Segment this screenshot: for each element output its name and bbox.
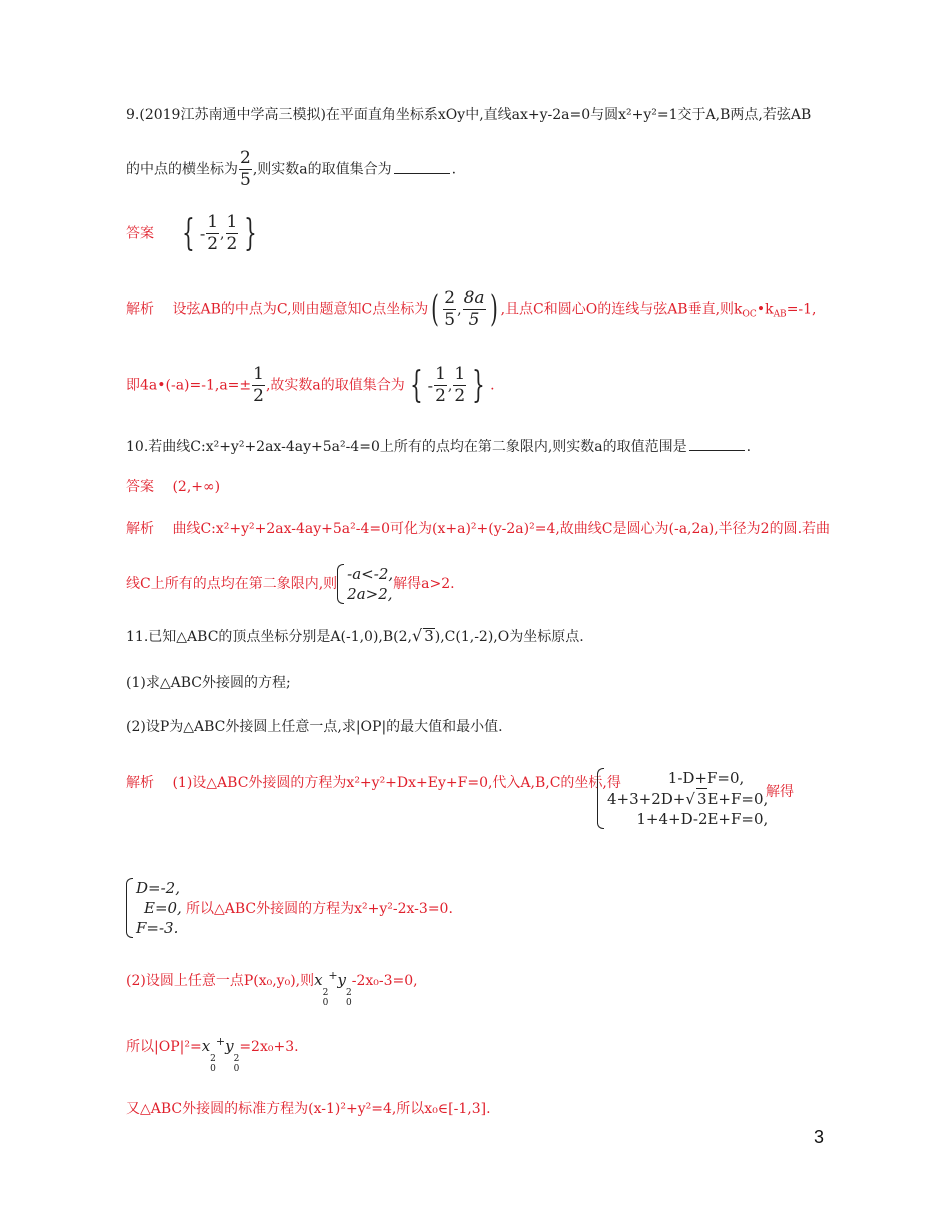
- q10-solution-line1: [126, 522, 830, 536]
- q11-line1-pre: 11.已知△ABC的顶点坐标分别是A(-1,0),B(2,: [126, 629, 412, 645]
- q9-solution-line2: [126, 366, 495, 405]
- q11-sol3-math: [314, 969, 352, 1008]
- q9-sol-label: 解析: [126, 301, 154, 318]
- q10-inequality-system: [337, 564, 393, 604]
- q9-sol1-d1: 5: [444, 310, 456, 330]
- q11-solution-line1: [126, 776, 621, 790]
- q11-eq2-pre: 4+3+2D+: [607, 790, 686, 808]
- right-brace-icon: }: [472, 364, 485, 406]
- q11-sol3-post: -2x₀-3=0,: [351, 973, 418, 989]
- q9-ans-sign: -: [199, 223, 206, 243]
- q10-sys-row1: -a<-2,: [347, 565, 394, 583]
- q11-x-sub: 0: [322, 998, 329, 1008]
- q9-sol2-d1: 2: [435, 386, 446, 406]
- q11-line1-post: ),C(1,-2),O为坐标原点.: [434, 629, 584, 645]
- q9-line2-pre: 的中点的横坐标为: [126, 161, 238, 178]
- q9-ans-frac2: [226, 214, 239, 253]
- q9-sol1-dot: •k: [756, 301, 774, 318]
- q9-answer-set: [177, 214, 262, 253]
- q11-res3: F=-3.: [136, 919, 179, 937]
- q11-sol4-post: =2x₀+3.: [239, 1039, 299, 1055]
- left-brace-icon: [337, 564, 344, 604]
- right-paren-icon: ): [489, 288, 498, 330]
- q11-x-sup: 2: [322, 988, 329, 998]
- q11-plus: +: [328, 969, 338, 982]
- q11-eq2-post: E+F=0,: [707, 790, 769, 808]
- q9-ans-comma: ,: [220, 225, 225, 242]
- q11-part2: (2)设P为△ABC外接圆上任意一点,求|OP|的最大值和最小值.: [126, 719, 503, 735]
- q9-sol2-pre: 即4a•(-a)=-1,a=±: [126, 377, 252, 394]
- q11-res2: E=0,: [144, 899, 182, 917]
- q11-x-sub: 0: [210, 1064, 216, 1074]
- q11-plus: +: [215, 1035, 226, 1048]
- q10-line1-text: 10.若曲线C:x²+y²+2ax-4ay+5a²-4=0上所有的点均在第二象限内,则实数a的取值范围是: [126, 439, 687, 455]
- q10-sol2-pre: 线C上所有的点均在第二象限内,则: [126, 576, 338, 592]
- left-paren-icon: (: [431, 288, 440, 330]
- q11-sol-label: 解析: [126, 775, 154, 791]
- q10-sol1-text: 曲线C:x²+y²+2ax-4ay+5a²-4=0可化为(x+a)²+(y-2a)²=4,故曲线C是圆心为(-a,2a),半径为2的圆.若曲: [172, 521, 831, 537]
- q9-sol2-sign: -: [427, 375, 434, 395]
- q11-equation-system: [597, 768, 768, 829]
- q9-answer: [126, 214, 262, 253]
- q9-line2-end: .: [451, 161, 457, 178]
- q11-y: y: [225, 1037, 234, 1055]
- q9-ans-den1: 2: [207, 234, 219, 254]
- q9-sol1-n2: 8a: [463, 288, 485, 308]
- left-brace-icon: {: [182, 212, 195, 254]
- q9-sol1-pre: 设弦AB的中点为C,则由题意知C点坐标为: [172, 301, 429, 318]
- q9-fraction: [239, 150, 252, 189]
- q9-sol2-set: [405, 366, 490, 405]
- q9-solution-line1: [126, 290, 817, 329]
- q10-solution-line2: [126, 564, 455, 604]
- q11-eq1: 1-D+F=0,: [667, 769, 745, 787]
- q9-sol1-point: [428, 290, 500, 329]
- q9-sol2-frac: [252, 366, 265, 405]
- q10-sol2-post: 解得a>2.: [393, 576, 455, 592]
- q9-sol1-comma: ,: [457, 301, 462, 318]
- q9-answer-blank: [394, 161, 450, 174]
- q11-res1: D=-2,: [136, 879, 180, 897]
- q11-eq2: [607, 788, 768, 809]
- page-number: 3: [814, 1127, 825, 1147]
- q11-sol2: 所以△ABC外接圆的方程为x²+y²-2x-3=0.: [186, 901, 453, 917]
- q10-line1-end: .: [746, 439, 752, 455]
- q9-line1: 9.(2019江苏南通中学高三模拟)在平面直角坐标系xOy中,直线ax+y-2a=0与圆x²+y²=1交于A,B两点,若弦AB: [126, 107, 812, 123]
- sqrt-icon: √: [412, 626, 423, 645]
- q9-sol2-end: .: [490, 377, 495, 394]
- q11-sol3: [126, 970, 418, 1008]
- q11-sol4-math: [201, 1035, 240, 1074]
- q11-eq3: 1+4+D-2E+F=0,: [636, 810, 769, 828]
- q11-sol5: 又△ABC外接圆的标准方程为(x-1)²+y²=4,所以x₀∈[-1,3].: [126, 1101, 491, 1117]
- q9-sol1-frac2: [463, 290, 486, 329]
- q9-ans-num1: 1: [207, 212, 219, 232]
- q9-sol2-d2: 2: [454, 386, 466, 406]
- q11-result-system: [126, 878, 182, 938]
- q9-sol2-mid: ,故实数a的取值集合为: [265, 377, 405, 394]
- q11-y-sub: 0: [233, 1064, 240, 1074]
- q9-sol2-n1: 1: [435, 364, 446, 384]
- q10-sys-row2: 2a>2,: [347, 585, 393, 603]
- q10-answer: [126, 480, 220, 494]
- left-brace-icon: [597, 768, 604, 829]
- q9-frac-num: 2: [240, 148, 251, 168]
- q9-ans-num2: 1: [226, 212, 238, 232]
- q11-sol1-post: 解得: [766, 784, 794, 800]
- q9-sol2-n: 1: [253, 364, 264, 384]
- q11-y-sup: 2: [346, 988, 352, 998]
- q11-line1-sqrt: 3: [424, 627, 434, 645]
- q11-x: x: [201, 1037, 211, 1055]
- left-brace-icon: {: [409, 364, 423, 406]
- q9-sol2-n2: 1: [454, 364, 466, 384]
- q11-line1: [126, 628, 584, 644]
- q9-line2-post: ,则实数a的取值集合为: [252, 161, 392, 178]
- q9-sol1-post: ,且点C和圆心O的连线与弦AB垂直,则k: [500, 301, 743, 318]
- q11-x: x: [314, 971, 323, 989]
- q10-answer-blank: [689, 438, 745, 451]
- q11-sol3-pre: (2)设圆上任意一点P(x₀,y₀),则: [126, 973, 315, 989]
- q11-sol4-pre: 所以|OP|²=: [126, 1039, 202, 1055]
- q9-ans-frac1: [206, 214, 219, 253]
- q9-line2: [126, 150, 456, 189]
- q9-sol1-oc: OC: [742, 309, 757, 320]
- q11-part1: (1)求△ABC外接圆的方程;: [126, 675, 291, 691]
- left-brace-icon: [126, 878, 133, 938]
- q9-ans-den2: 2: [226, 234, 238, 254]
- q9-answer-label: 答案: [126, 225, 154, 242]
- q11-sol1-pre: (1)设△ABC外接圆的方程为x²+y²+Dx+Ey+F=0,代入A,B,C的坐标,得: [172, 775, 621, 791]
- q9-sol1-ab: AB: [773, 309, 787, 320]
- q9-sol2-d: 2: [253, 386, 264, 406]
- q10-answer-value: (2,+∞): [172, 479, 221, 495]
- q9-sol1-frac1: [443, 290, 456, 329]
- q11-eq2-sqrt: 3: [696, 790, 707, 808]
- q9-sol2-comma: ,: [447, 377, 453, 394]
- q9-sol1-n1: 2: [444, 288, 456, 308]
- q9-sol1-d2: 5: [468, 310, 480, 330]
- q10-line1: [126, 438, 751, 454]
- q9-frac-den: 5: [240, 170, 251, 190]
- q10-answer-label: 答案: [126, 479, 154, 495]
- sqrt-icon: √: [685, 790, 695, 808]
- q11-y: y: [337, 971, 347, 989]
- q9-sol1-end: =-1,: [786, 301, 817, 318]
- q11-y-sub: 0: [346, 998, 352, 1008]
- q10-sol-label: 解析: [126, 521, 154, 537]
- q11-x-sup: 2: [210, 1054, 216, 1064]
- q9-sol2-frac2: [453, 366, 466, 405]
- q11-y-sup: 2: [233, 1054, 240, 1064]
- q9-sol2-frac1: [434, 366, 447, 405]
- right-brace-icon: }: [244, 212, 258, 254]
- q11-sol4: [126, 1036, 299, 1074]
